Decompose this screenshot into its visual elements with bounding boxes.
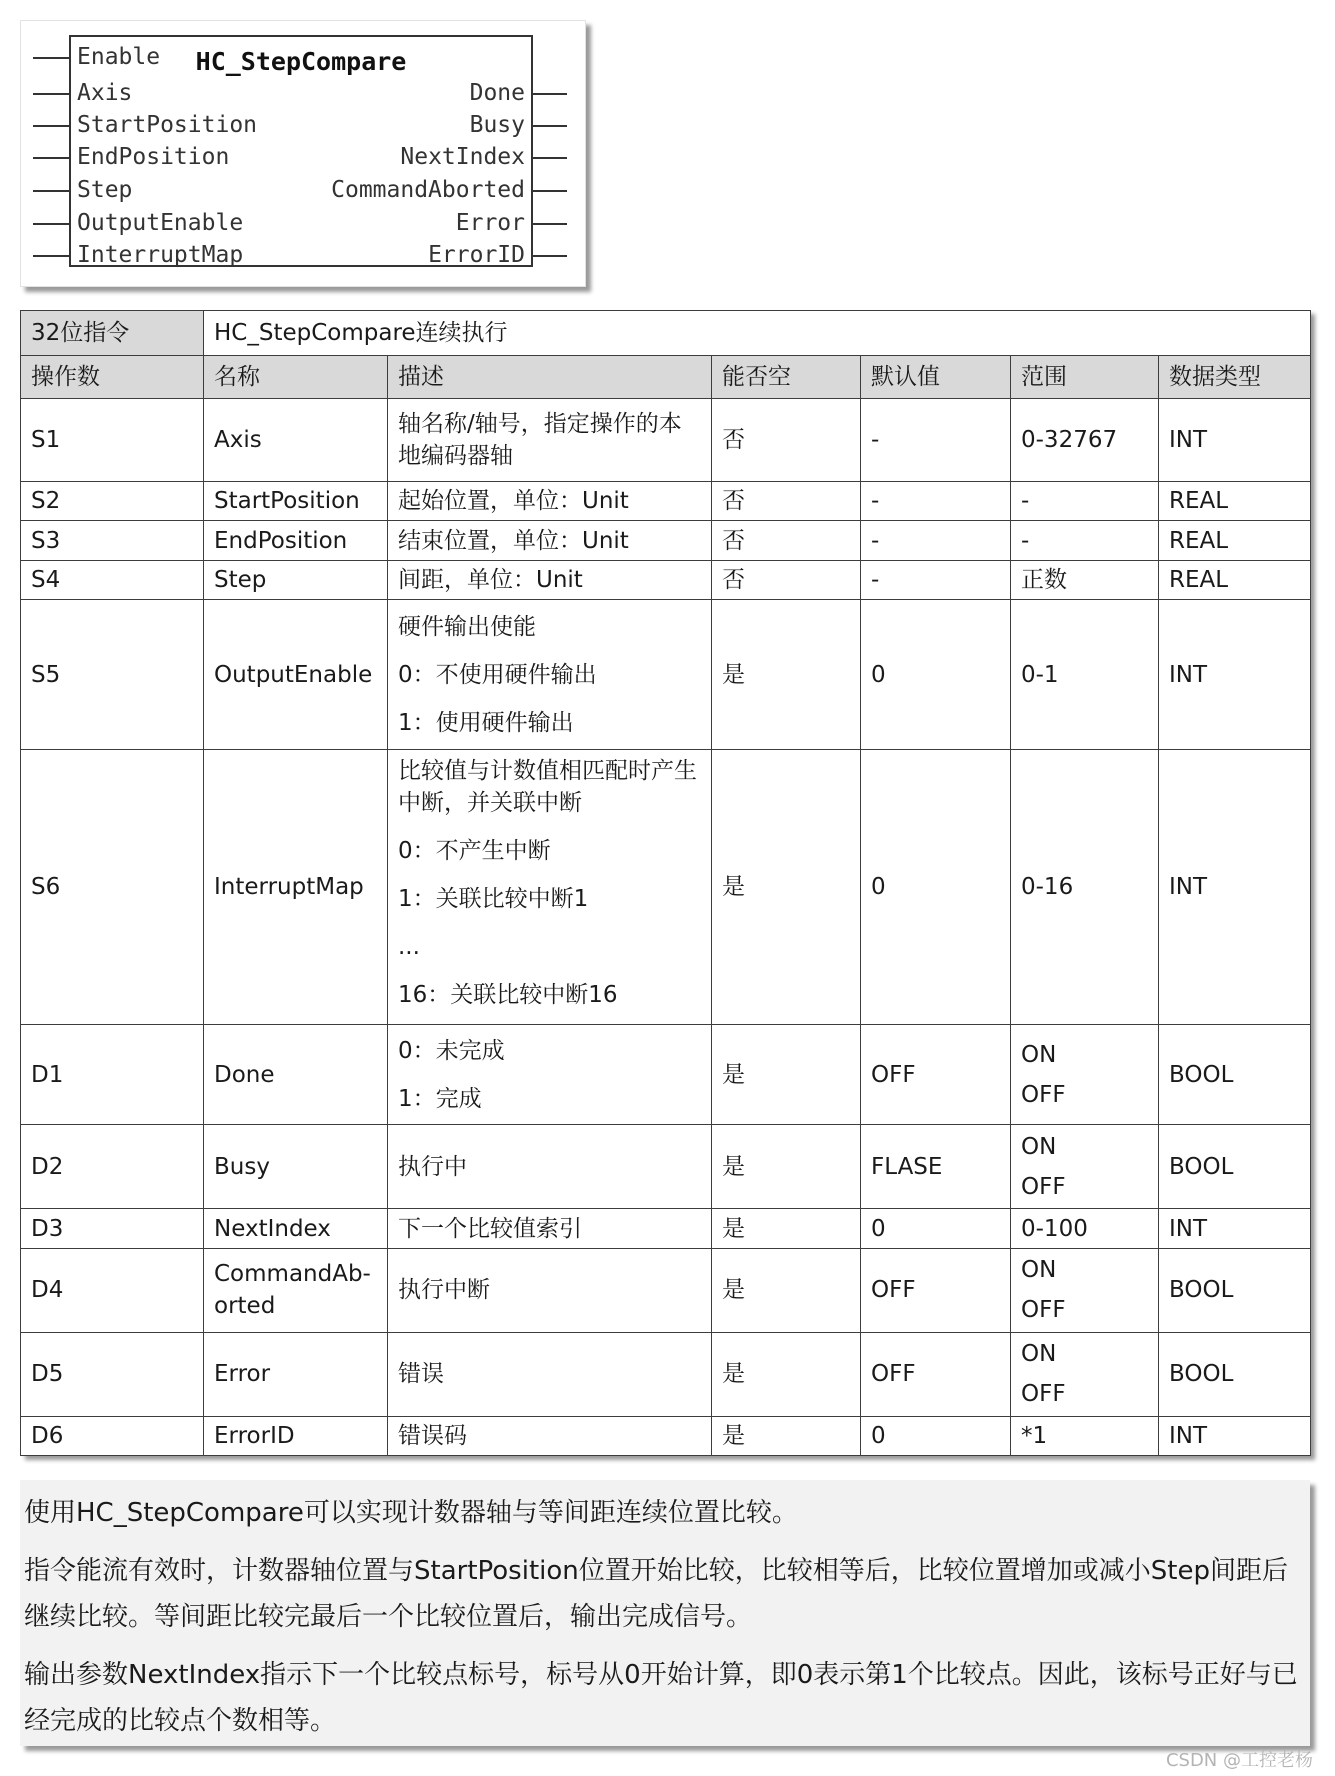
cell-nullable: 是 <box>712 750 861 1025</box>
table-row <box>21 1024 1311 1125</box>
description-line: 1：使用硬件输出 <box>398 709 574 736</box>
description-line: 1：完成 <box>398 1085 482 1112</box>
description-line: 起始位置，单位：Unit <box>398 488 629 515</box>
cell-default: OFF <box>861 1248 1011 1332</box>
cell-range <box>1011 560 1159 599</box>
cell-nullable: 是 <box>712 1024 861 1125</box>
range-line: 0-100 <box>1021 1215 1088 1242</box>
cell-operand: S4 <box>21 560 204 599</box>
cell-default: 0 <box>861 750 1011 1025</box>
table-row <box>21 1125 1311 1209</box>
input-pin-step: Step <box>77 174 132 207</box>
function-block-diagram <box>20 20 586 287</box>
cell-name: EndPosition <box>204 521 388 560</box>
cell-operand: S6 <box>21 750 204 1025</box>
output-pin-nextindex: NextIndex <box>400 141 525 174</box>
cell-name: CommandAb-orted <box>204 1248 388 1332</box>
watermark: CSDN @工控老杨 <box>1165 1750 1313 1771</box>
range-line: *1 <box>1021 1422 1048 1449</box>
cell-data-type: REAL <box>1159 481 1311 520</box>
cell-operand: S1 <box>21 399 204 482</box>
cell-name: Error <box>204 1332 388 1416</box>
range-line: 0-16 <box>1021 874 1074 901</box>
input-pin-interruptmap: InterruptMap <box>77 239 243 272</box>
range-line: OFF <box>1021 1381 1066 1408</box>
table-title-value: HC_StepCompare连续执行 <box>204 311 1311 356</box>
cell-range <box>1011 600 1159 750</box>
cell-description <box>388 560 712 599</box>
cell-nullable: 是 <box>712 1125 861 1209</box>
description-paragraph: 指令能流有效时，计数器轴位置与StartPosition位置开始比较，比较相等后，比较位置增加或减小Step间距后继续比较。等间距比较完最后一个比较位置后，输出完成信号。 <box>24 1556 1288 1632</box>
table-row <box>21 481 1311 520</box>
range-line: 0-32767 <box>1021 427 1118 453</box>
input-pin-outputenable: OutputEnable <box>77 207 243 240</box>
cell-data-type: INT <box>1159 1416 1311 1455</box>
cell-description <box>388 481 712 520</box>
cell-range <box>1011 1416 1159 1455</box>
cell-description <box>388 1248 712 1332</box>
output-pin-busy: Busy <box>470 109 525 142</box>
column-header: 操作数 <box>21 355 204 399</box>
cell-nullable: 否 <box>712 399 861 482</box>
description-paragraph: 输出参数NextIndex指示下一个比较点标号，标号从0开始计算，即0表示第1个比较点。因此，该标号正好与已经完成的比较点个数相等。 <box>24 1660 1298 1736</box>
cell-range <box>1011 1125 1159 1209</box>
cell-default: - <box>861 560 1011 599</box>
cell-operand: S3 <box>21 521 204 560</box>
description-paragraph: 使用HC_StepCompare可以实现计数器轴与等间距连续位置比较。 <box>24 1498 798 1528</box>
cell-range <box>1011 1248 1159 1332</box>
description-line: 比较值与计数值相匹配时产生中断，并关联中断 <box>398 758 697 817</box>
cell-data-type: INT <box>1159 600 1311 750</box>
cell-data-type: REAL <box>1159 521 1311 560</box>
table-title-row <box>21 311 1311 356</box>
output-pin-errorid: ErrorID <box>428 239 525 272</box>
cell-data-type: INT <box>1159 399 1311 482</box>
cell-nullable: 是 <box>712 1416 861 1455</box>
description-line: 1：关联比较中断1 <box>398 886 589 913</box>
range-line: ON <box>1021 1341 1057 1368</box>
cell-description <box>388 1332 712 1416</box>
range-line: OFF <box>1021 1081 1066 1108</box>
description-line: 0：不使用硬件输出 <box>398 661 597 688</box>
cell-operand: D6 <box>21 1416 204 1455</box>
cell-name: Busy <box>204 1125 388 1209</box>
cell-default: 0 <box>861 1416 1011 1455</box>
range-line: 0-1 <box>1021 661 1059 688</box>
description-line: 硬件输出使能 <box>398 613 536 640</box>
range-line: - <box>1021 527 1030 554</box>
description-line: ... <box>398 934 420 961</box>
function-block-title: HC_StepCompare <box>195 47 407 76</box>
description-line: 16：关联比较中断16 <box>398 982 618 1009</box>
cell-range <box>1011 481 1159 520</box>
cell-name: OutputEnable <box>204 600 388 750</box>
cell-description <box>388 1416 712 1455</box>
cell-nullable: 是 <box>712 1209 861 1248</box>
cell-data-type: INT <box>1159 750 1311 1025</box>
cell-operand: D2 <box>21 1125 204 1209</box>
input-pin-enable: Enable <box>77 41 160 74</box>
description-line: 错误码 <box>398 1422 467 1449</box>
cell-nullable: 否 <box>712 521 861 560</box>
description-line: 间距，单位：Unit <box>398 566 583 593</box>
cell-data-type: INT <box>1159 1209 1311 1248</box>
column-header: 描述 <box>388 355 712 399</box>
cell-data-type: BOOL <box>1159 1332 1311 1416</box>
range-line: OFF <box>1021 1297 1066 1324</box>
input-pin-startposition: StartPosition <box>77 109 257 142</box>
table-title-label: 32位指令 <box>21 311 204 356</box>
table-row <box>21 1416 1311 1455</box>
cell-range <box>1011 1332 1159 1416</box>
description-line: 结束位置，单位：Unit <box>398 527 629 554</box>
column-header: 数据类型 <box>1159 355 1311 399</box>
table-row <box>21 1332 1311 1416</box>
cell-default: 0 <box>861 1209 1011 1248</box>
output-pin-done: Done <box>470 77 525 110</box>
description-line: 0：未完成 <box>398 1037 505 1064</box>
function-block <box>69 35 533 267</box>
range-line: ON <box>1021 1257 1057 1284</box>
output-pin-commandaborted: CommandAborted <box>331 174 525 207</box>
cell-data-type: REAL <box>1159 560 1311 599</box>
parameter-table-container <box>20 310 1310 1456</box>
cell-operand: S5 <box>21 600 204 750</box>
cell-description <box>388 600 712 750</box>
cell-operand: D5 <box>21 1332 204 1416</box>
cell-operand: D3 <box>21 1209 204 1248</box>
cell-default: 0 <box>861 600 1011 750</box>
cell-description <box>388 399 712 482</box>
cell-name: Step <box>204 560 388 599</box>
cell-data-type: BOOL <box>1159 1248 1311 1332</box>
table-row <box>21 1209 1311 1248</box>
range-line: ON <box>1021 1133 1057 1160</box>
cell-description <box>388 750 712 1025</box>
table-header-row <box>21 355 1311 399</box>
cell-default: - <box>861 481 1011 520</box>
description-line: 执行中 <box>398 1153 467 1180</box>
cell-operand: D4 <box>21 1248 204 1332</box>
cell-nullable: 否 <box>712 560 861 599</box>
range-line: - <box>1021 488 1030 515</box>
column-header: 能否空 <box>712 355 861 399</box>
table-row <box>21 399 1311 482</box>
table-row <box>21 750 1311 1025</box>
description-line: 0：不产生中断 <box>398 838 551 865</box>
description-line: 错误 <box>398 1361 444 1388</box>
cell-name: ErrorID <box>204 1416 388 1455</box>
cell-description <box>388 1125 712 1209</box>
cell-nullable: 是 <box>712 600 861 750</box>
cell-range <box>1011 1209 1159 1248</box>
input-pin-axis: Axis <box>77 77 132 110</box>
description-line: 执行中断 <box>398 1277 490 1304</box>
table-row <box>21 560 1311 599</box>
cell-operand: D1 <box>21 1024 204 1125</box>
cell-default: OFF <box>861 1024 1011 1125</box>
cell-default: - <box>861 399 1011 482</box>
cell-description <box>388 521 712 560</box>
cell-nullable: 是 <box>712 1332 861 1416</box>
output-pin-error: Error <box>456 207 525 240</box>
cell-name: Axis <box>204 399 388 482</box>
table-row <box>21 521 1311 560</box>
range-line: 正数 <box>1021 566 1067 593</box>
cell-nullable: 否 <box>712 481 861 520</box>
cell-data-type: BOOL <box>1159 1125 1311 1209</box>
column-header: 默认值 <box>861 355 1011 399</box>
cell-range <box>1011 750 1159 1025</box>
cell-default: OFF <box>861 1332 1011 1416</box>
cell-operand: S2 <box>21 481 204 520</box>
cell-data-type: BOOL <box>1159 1024 1311 1125</box>
column-header: 名称 <box>204 355 388 399</box>
cell-name: Done <box>204 1024 388 1125</box>
range-line: OFF <box>1021 1173 1066 1200</box>
cell-range <box>1011 521 1159 560</box>
cell-name: StartPosition <box>204 481 388 520</box>
table-row <box>21 600 1311 750</box>
cell-description <box>388 1024 712 1125</box>
column-header: 范围 <box>1011 355 1159 399</box>
cell-default: - <box>861 521 1011 560</box>
cell-description <box>388 1209 712 1248</box>
cell-range <box>1011 1024 1159 1125</box>
cell-name: NextIndex <box>204 1209 388 1248</box>
cell-nullable: 是 <box>712 1248 861 1332</box>
input-pin-endposition: EndPosition <box>77 141 229 174</box>
description-line: 下一个比较值索引 <box>398 1215 582 1242</box>
cell-name: InterruptMap <box>204 750 388 1025</box>
cell-range <box>1011 399 1159 482</box>
description-line: 轴名称/轴号，指定操作的本地编码器轴 <box>398 411 682 469</box>
cell-default: FLASE <box>861 1125 1011 1209</box>
description-box <box>20 1480 1310 1746</box>
table-row <box>21 1248 1311 1332</box>
parameter-table <box>20 310 1311 1456</box>
range-line: ON <box>1021 1041 1057 1068</box>
